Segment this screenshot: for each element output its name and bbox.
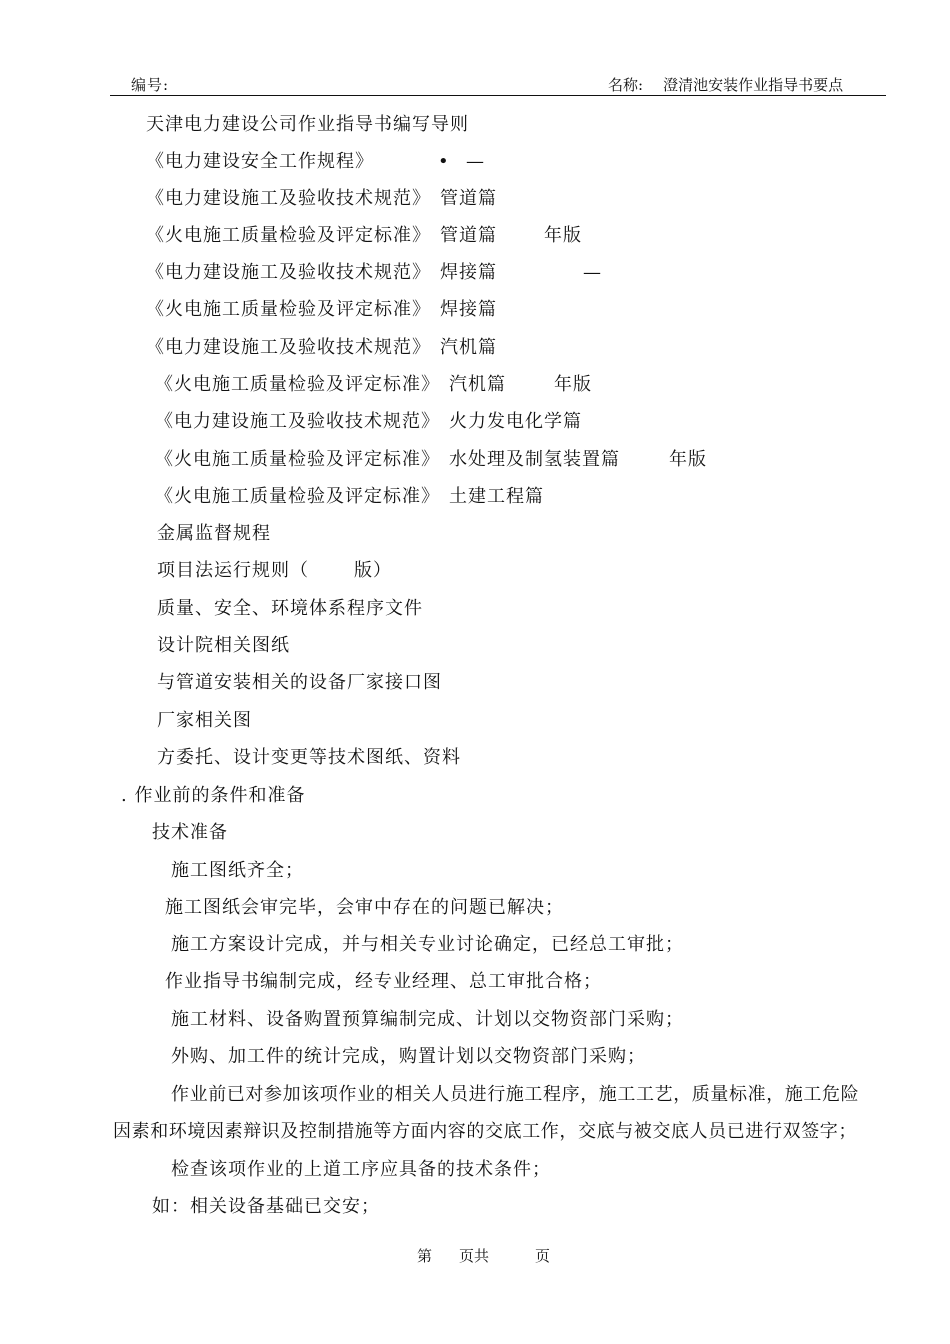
ref-edition: 年版 [669, 449, 707, 470]
ref-part: 土建工程篇 [449, 486, 544, 507]
ref-title: 《电力建设施工及验收技术规范》 [146, 188, 431, 209]
ref-title: 《火电施工质量检验及评定标准》 [155, 486, 440, 507]
ref-part: 火力发电化学篇 [449, 411, 582, 432]
list-item: 检查该项作业的上道工序应具备的技术条件； [171, 1159, 551, 1180]
ref-edition: 年版 [554, 374, 592, 395]
doc-title: 澄清池安装作业指导书要点 [663, 76, 844, 94]
list-item: 作业指导书编制完成，经专业经理、总工审批合格； [165, 971, 602, 992]
ref-part: 汽机篇 [440, 337, 497, 358]
doc-name-block [608, 74, 843, 95]
example-line: 如：相关设备基础已交安； [152, 1196, 380, 1217]
ref-title: 《电力建设安全工作规程》 [146, 151, 374, 172]
footer-total-label: 页共 [459, 1247, 490, 1265]
ref-metal: 金属监督规程 [157, 523, 271, 544]
ref-part: 管道篇 [440, 188, 497, 209]
ref-part: 焊接篇 [440, 262, 497, 283]
ref-vendor-interface: 与管道安装相关的设备厂家接口图 [157, 672, 442, 693]
ref-title: 《火电施工质量检验及评定标准》 [146, 225, 431, 246]
ref-quality-system: 质量、安全、环境体系程序文件 [157, 598, 423, 619]
ref-title: 《火电施工质量检验及评定标准》 [155, 449, 440, 470]
ref-edition: 年版 [544, 225, 582, 246]
list-item: 施工方案设计完成，并与相关专业讨论确定，已经总工审批； [171, 934, 684, 955]
footer-page-end: 页 [535, 1247, 551, 1265]
briefing-paragraph-line: 因素和环境因素辩识及控制措施等方面内容的交底工作，交底与被交底人员已进行双签字； [113, 1121, 857, 1142]
ref-vendor-drawings: 厂家相关图 [157, 710, 252, 731]
ref-title: 《电力建设施工及验收技术规范》 [146, 262, 431, 283]
briefing-paragraph-line: 作业前已对参加该项作业的相关人员进行施工程序，施工工艺，质量标准，施工危险 [171, 1084, 860, 1105]
ref-project-law: 项目法运行规则（ [157, 560, 309, 581]
ref-bullet: • [438, 151, 450, 172]
ref-project-law-edition: 版） [354, 560, 392, 581]
doc-number-label: 编号: [131, 76, 170, 94]
section-subheading: 技术准备 [152, 822, 228, 843]
header-divider [110, 95, 886, 96]
ref-title: 《电力建设施工及验收技术规范》 [155, 411, 440, 432]
ref-part: 水处理及制氢装置篇 [449, 449, 620, 470]
list-item: 施工材料、设备购置预算编制完成、计划以交物资部门采购； [171, 1009, 684, 1030]
ref-guideline: 天津电力建设公司作业指导书编写导则 [146, 114, 469, 135]
ref-part: 管道篇 [440, 225, 497, 246]
list-item: 外购、加工件的统计完成，购置计划以交物资部门采购； [171, 1046, 646, 1067]
list-item: 施工图纸会审完毕，会审中存在的问题已解决； [165, 897, 564, 918]
list-item: 施工图纸齐全； [171, 860, 304, 881]
ref-client-docs: 方委托、设计变更等技术图纸、资料 [157, 747, 461, 768]
footer-page-label: 第 [417, 1247, 433, 1265]
section-heading: . 作业前的条件和准备 [121, 785, 306, 806]
ref-dash: — [583, 262, 602, 283]
ref-part: 汽机篇 [449, 374, 506, 395]
ref-dash: — [466, 151, 485, 172]
ref-title: 《电力建设施工及验收技术规范》 [146, 337, 431, 358]
ref-title: 《火电施工质量检验及评定标准》 [155, 374, 440, 395]
ref-part: 焊接篇 [440, 299, 497, 320]
ref-design-drawings: 设计院相关图纸 [157, 635, 290, 656]
ref-title: 《火电施工质量检验及评定标准》 [146, 299, 431, 320]
doc-name-label: 名称: [608, 76, 644, 94]
